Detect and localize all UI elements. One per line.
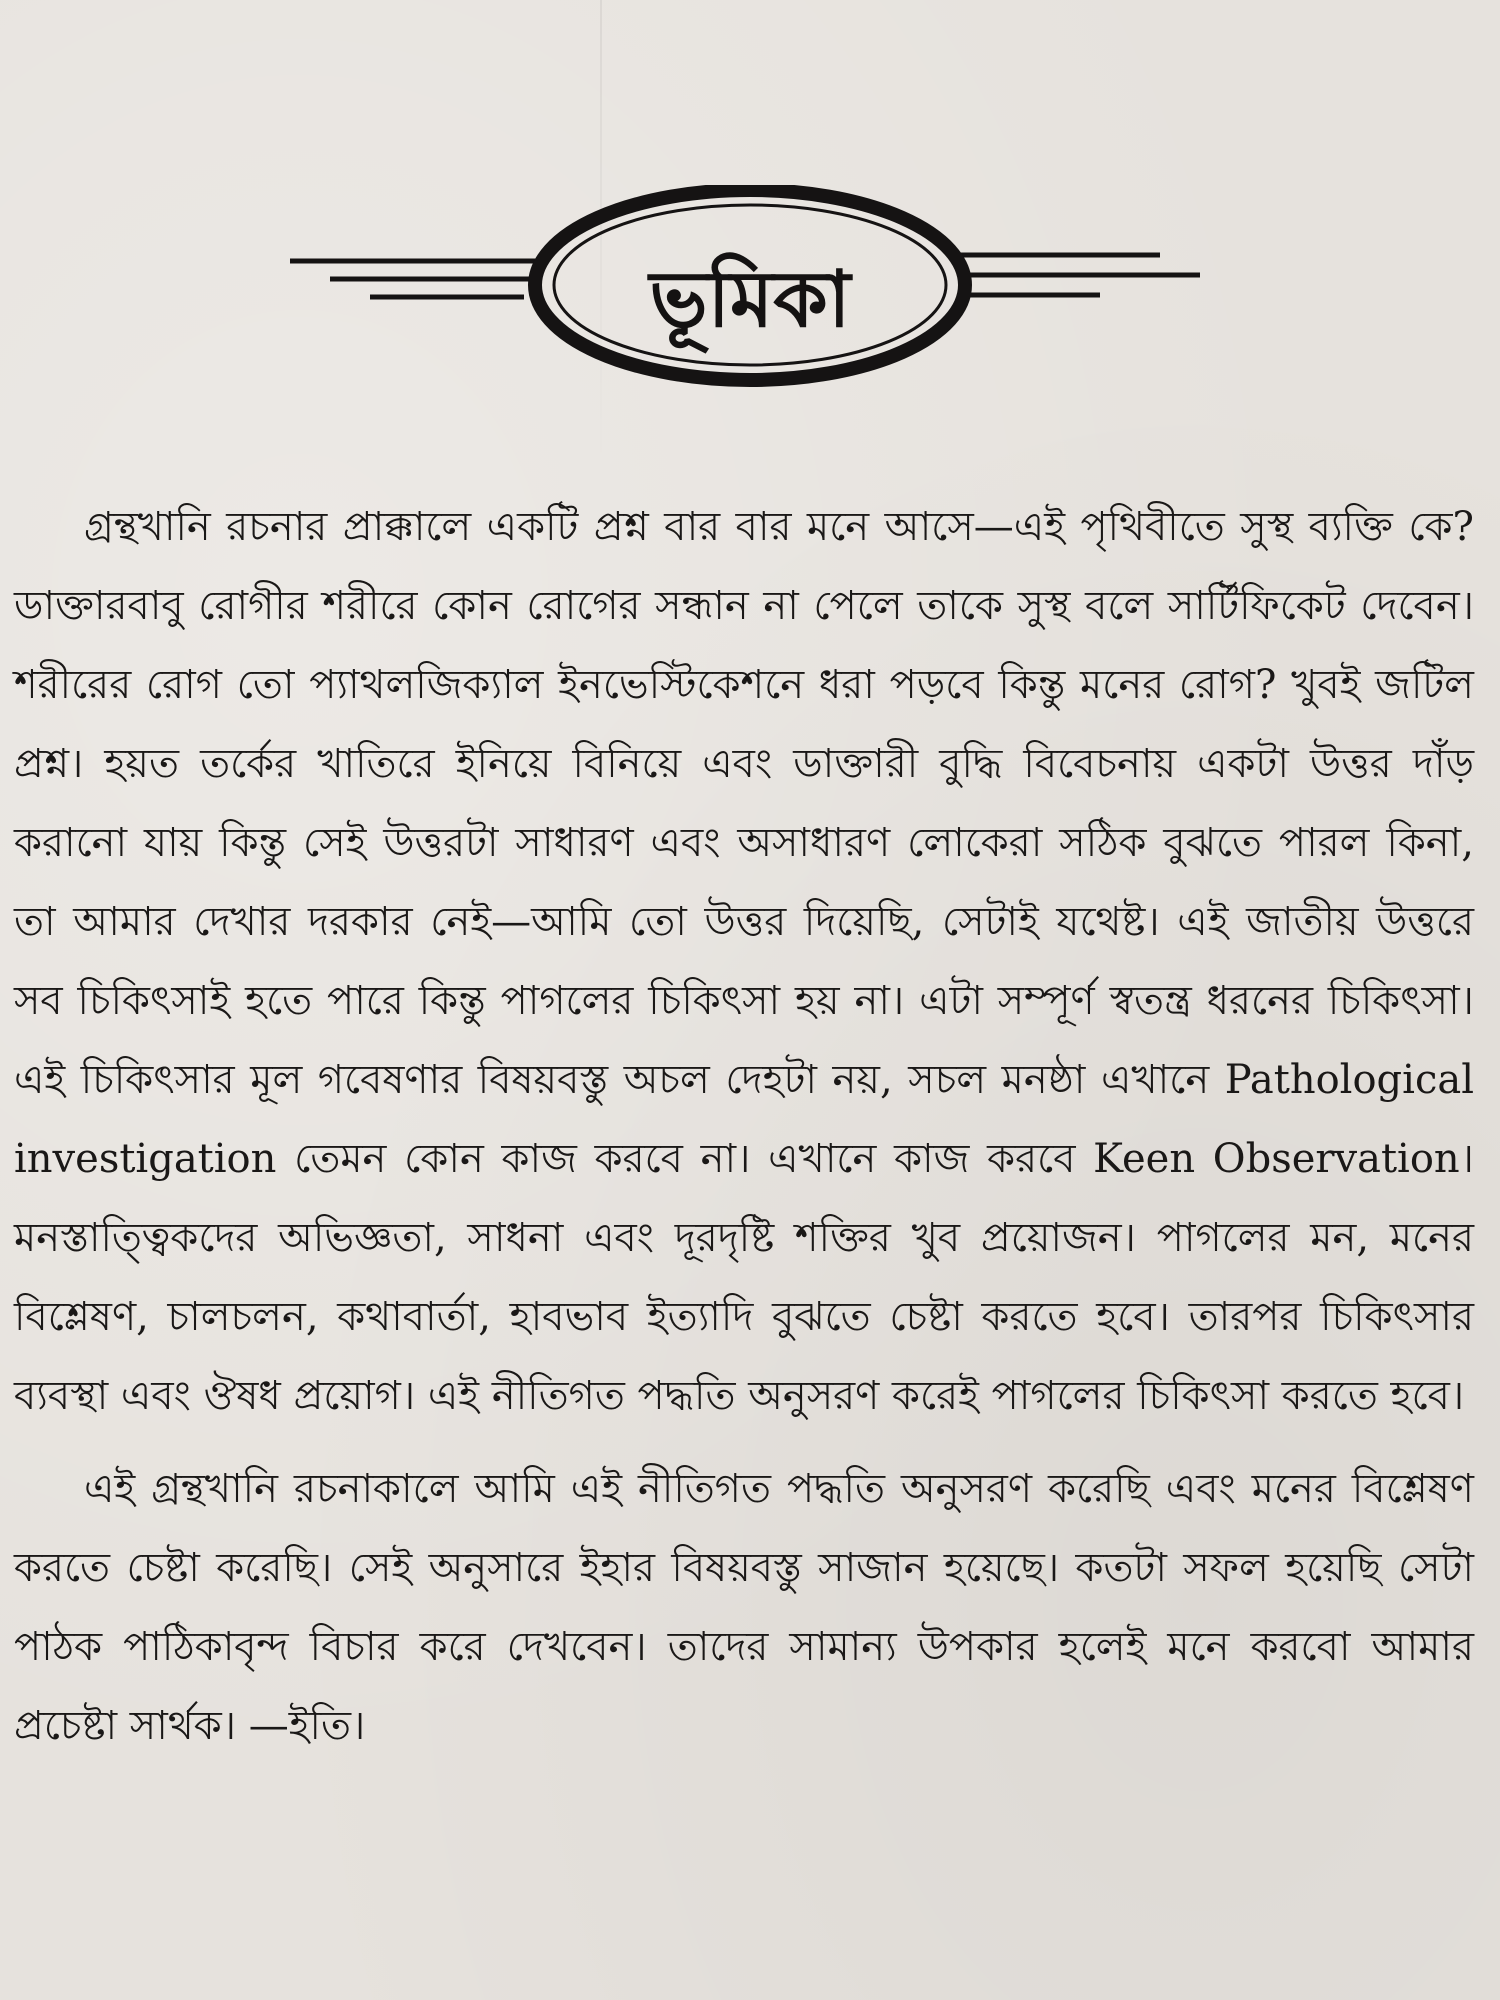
- paragraph-2: এই গ্রন্থখানি রচনাকালে আমি এই নীতিগত পদ্ধতি অনুসরণ করেছি এবং মনের বিশ্লেষণ করতে চেষ্টা করেছি। সেই অনুসারে ইহার বিষয়বস্তু সাজান হয়েছে। কতটা সফল হয়েছি সেটা পাঠক পাঠিকাবৃন্দ বিচার করে দেখবেন। তাদের সামান্য উপকার হলেই মনে করবো আমার প্রচেষ্টা সার্থক। —ইতি।: [14, 1466, 1474, 1749]
- paragraph-1: গ্রন্থখানি রচনার প্রাক্কালে একটি প্রশ্ন বার বার মনে আসে—এই পৃথিবীতে সুস্থ ব্যক্তি কে? ডাক্তারবাবু রোগীর শরীরে কোন রোগের সন্ধান না পেলে তাকে সুস্থ বলে সার্টিফিকেট দেবেন। শরীরের রোগ তো প্যাথলজিক্যাল ইনভেস্টিকেশনে ধরা পড়বে কিন্তু মনের রোগ? খুবই জটিল প্রশ্ন। হয়ত তর্কের খাতিরে ইনিয়ে বিনিয়ে এবং ডাক্তারী বুদ্ধি বিবেচনায় একটা উত্তর দাঁড় করানো যায় কিন্তু সেই উত্তরটা সাধারণ এবং অসাধারণ লোকেরা সঠিক বুঝতে পারল কিনা, তা আমার দেখার দরকার নেই—আমি তো উত্তর দিয়েছি, সেটাই যথেষ্ট। এই জাতীয় উত্তরে সব চিকিৎসাই হতে পারে কিন্তু পাগলের চিকিৎসা হয় না। এটা সম্পূর্ণ স্বতন্ত্র ধরনের চিকিৎসা। এই চিকিৎসার মূল গবেষণার বিষয়বস্তু অচল দেহটা নয়, সচল মনষ্ঠা এখানে Pathological investigation তেমন কোন কাজ করবে না। এখানে কাজ করবে Keen Observation। মনস্তাত্ত্বিকদের অভিজ্ঞতা, সাধনা এবং দূরদৃষ্টি শক্তির খুব প্রয়োজন। পাগলের মন, মনের বিশ্লেষণ, চালচলন, কথাবার্তা, হাবভাব ইত্যাদি বুঝতে চেষ্টা করতে হবে। তারপর চিকিৎসার ব্যবস্থা এবং ঔষধ প্রয়োগ। এই নীতিগত পদ্ধতি অনুসরণ করেই পাগলের চিকিৎসা করতে হবে।: [14, 504, 1474, 1419]
- preface-body: [14, 488, 1474, 1766]
- page-title: ভূমিকা: [649, 255, 851, 345]
- heading-ornament: [280, 185, 1220, 415]
